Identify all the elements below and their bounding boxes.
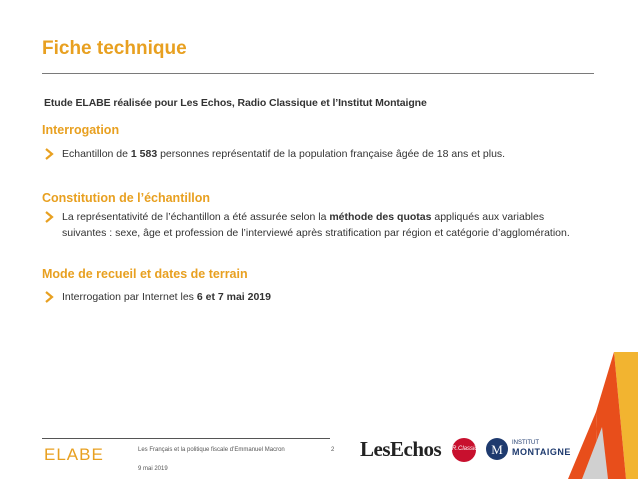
- institut-line2: MONTAIGNE: [512, 447, 571, 457]
- les-echos-logo: LesEchos: [360, 437, 442, 461]
- chevron-right-icon: [44, 148, 54, 160]
- section-heading-constitution: Constitution de l’échantillon: [42, 191, 211, 205]
- study-subtitle: Etude ELABE réalisée pour Les Echos, Radio Classique et l’Institut Montaigne: [44, 97, 427, 109]
- bullet-field-dates: [62, 289, 582, 305]
- section-heading-interrogation: Interrogation: [42, 123, 120, 137]
- section-heading-mode-recueil: Mode de recueil et dates de terrain: [42, 267, 248, 281]
- chevron-right-icon: [44, 211, 54, 223]
- footer-divider: [42, 438, 330, 439]
- elabe-logo-text: ELABE: [44, 445, 104, 464]
- institut-montaigne-initial: M: [491, 442, 503, 457]
- bullet-text-suffix: personnes représentatif de la population française âgée de 18 ans et plus.: [157, 148, 506, 160]
- institut-montaigne-emblem: [486, 438, 508, 460]
- page-number: 2: [331, 447, 335, 453]
- bullet-sample-size: [62, 146, 582, 162]
- bullet-text-prefix: Interrogation par Internet les: [62, 291, 197, 303]
- bullet-text-strong: méthode des quotas: [329, 211, 432, 223]
- page-title: Fiche technique: [42, 38, 187, 59]
- footer-date: 9 mai 2019: [138, 466, 168, 472]
- bullet-text-strong: 6 et 7 mai 2019: [196, 291, 271, 303]
- institut-line1: INSTITUT: [512, 440, 539, 446]
- bullet-text-suffix: appliqués aux variables suivantes : sexe, âge et profession de l’interviewé après stratification par région et catégorie d’agglomération.: [62, 211, 570, 239]
- chevron-right-icon: [44, 291, 54, 303]
- bullet-text-strong: 1 583: [130, 148, 158, 160]
- bullet-text-prefix: Echantillon de: [62, 148, 131, 160]
- bullet-quota-method: [62, 209, 582, 241]
- elabe-logo: [44, 445, 104, 465]
- footer-study-title: Les Français et la politique fiscale d’Emmanuel Macron: [138, 447, 285, 453]
- bullet-text-prefix: La représentativité de l’échantillon a été assurée selon la: [62, 211, 330, 223]
- institut-montaigne-logo: [512, 440, 571, 457]
- radio-classique-logo: [452, 438, 485, 462]
- decorative-a-logo: [568, 352, 638, 479]
- radio-classique-logo-text: R.Classique: [452, 446, 485, 452]
- title-divider: [42, 73, 594, 74]
